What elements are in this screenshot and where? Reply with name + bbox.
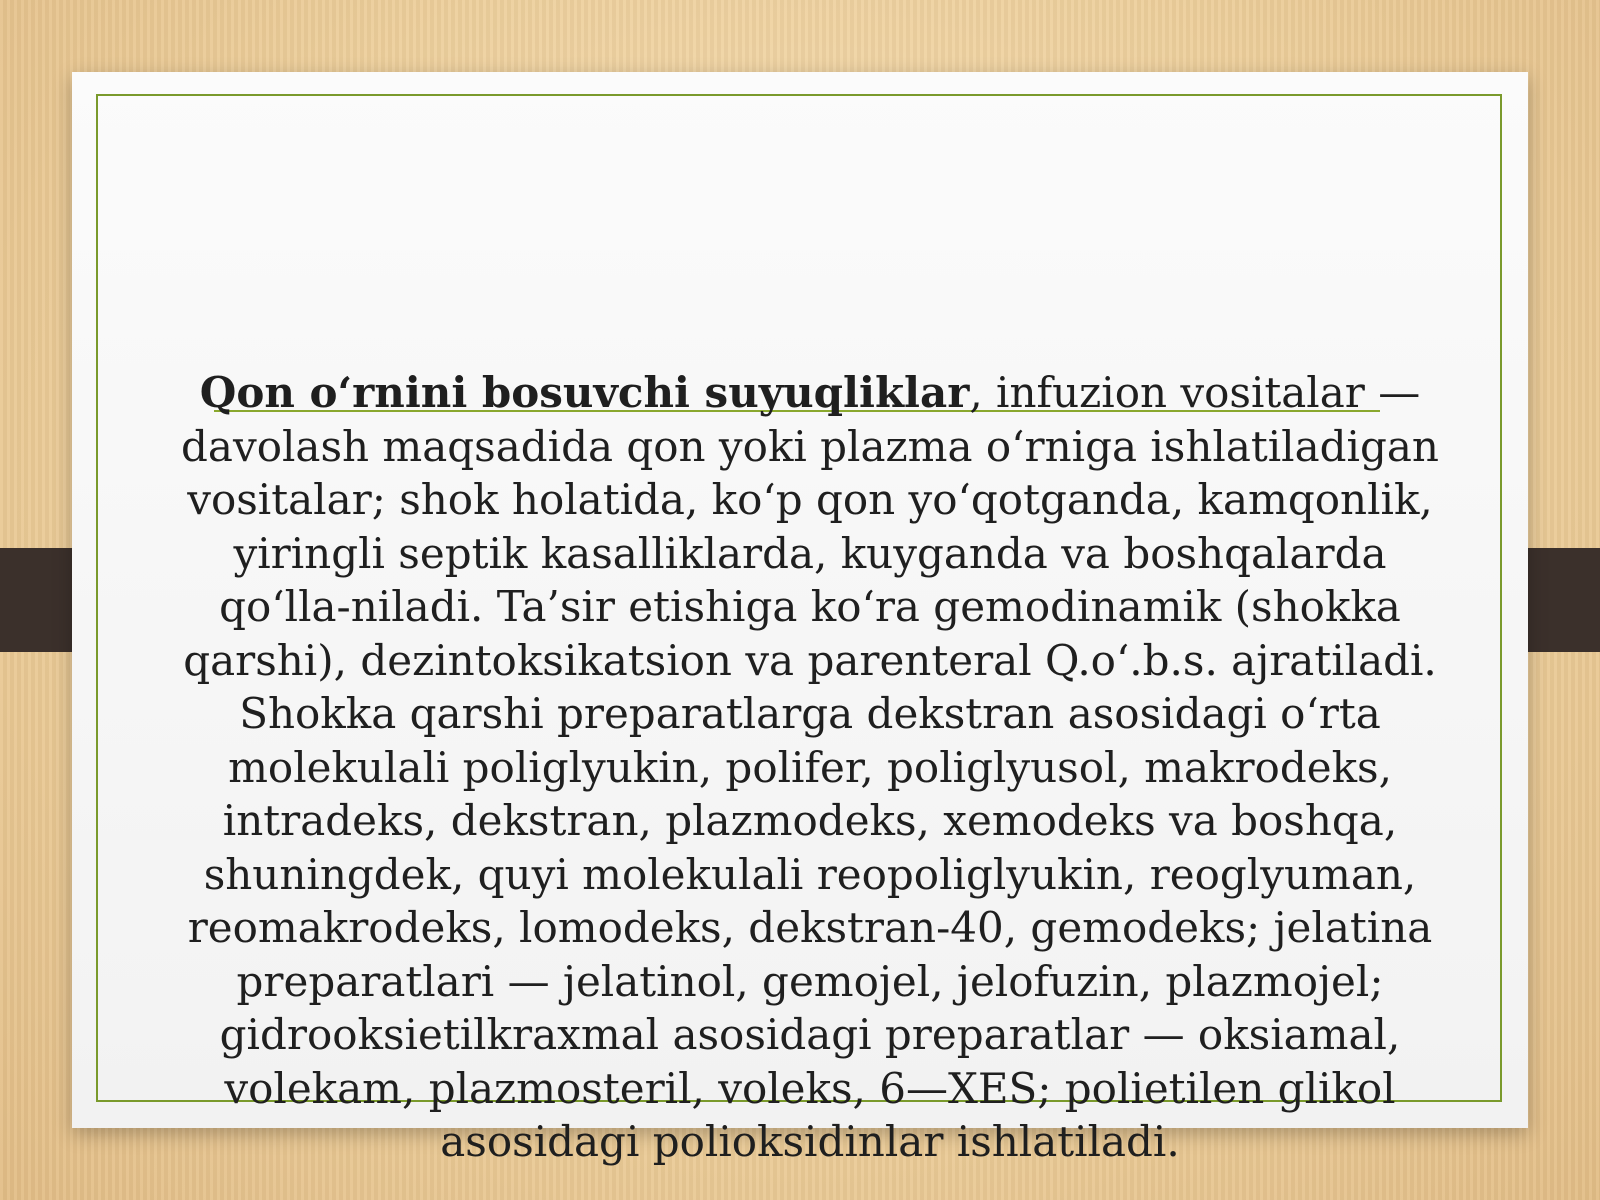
paragraph-2: Shokka qarshi preparatlarga dekstran asosidagi o‘rta molekulali poliglyukin, polifer, poliglyusol, makrodeks, intradeks, dekstran, plazmodeks, xemodeks va boshqa, shuningdek, quyi molekulali reopoliglyukin, reoglyuman, reomakrodeks, lomodeks, dekstran-40, gemodeks; jelatina preparatlari — jelatinol, gemojel, jelofuzin, plazmojel; gidrooksietilkraxmal asosidagi preparatlar — oksiamal, volekam, plazmosteril, voleks, 6—XES; polietilen glikol asosidagi polioksidinlar ishlatiladi.	[187, 689, 1433, 1166]
paragraph-1-lead: Qon o‘rnini bosuvchi suyuqliklar	[199, 368, 970, 417]
paragraph-1	[180, 366, 1440, 687]
paragraph-1-text: , infuzion vositalar — davolash maqsadida qon yoki plazma o‘rniga ishlatiladigan vositalar; shok holatida, ko‘p qon yo‘qotganda, kamqonlik, yiringli septik kasalliklarda, kuyganda va boshqalarda qo‘lla-niladi. Ta’sir etishiga ko‘ra gemodinamik (shokka qarshi), dezintoksikatsion va parenteral Q.o‘.b.s. ajratiladi.	[181, 368, 1439, 685]
slide-body	[180, 366, 1440, 1200]
